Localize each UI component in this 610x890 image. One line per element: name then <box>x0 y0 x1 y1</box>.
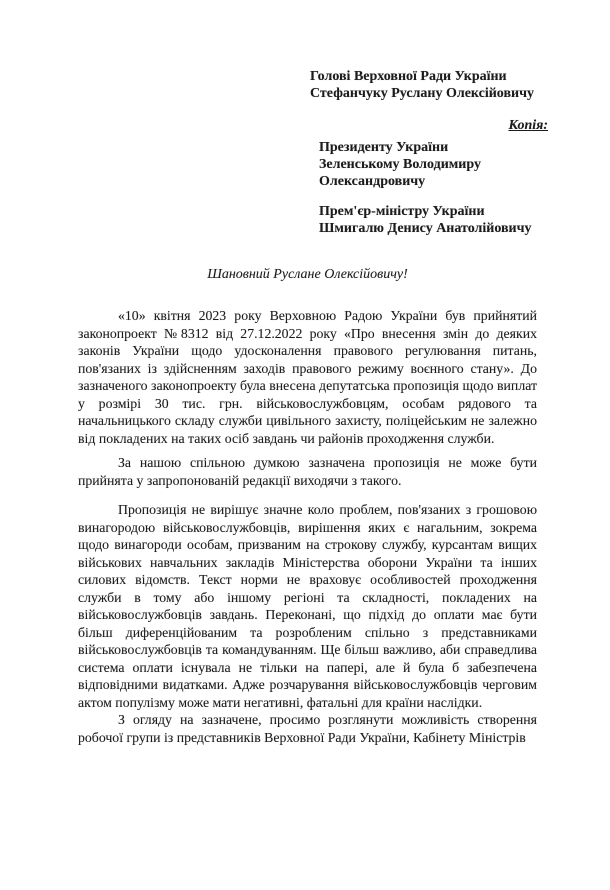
recipient-line: Прем'єр-міністру України <box>319 203 485 219</box>
recipient-block <box>310 68 548 237</box>
recipient-line: Олександровичу <box>319 174 426 190</box>
salutation: Шановний Руслане Олексійовичу! <box>207 267 408 282</box>
copy-recipient-prime-minister <box>319 203 548 238</box>
letter-body <box>78 307 537 746</box>
copy-label: Копія: <box>508 117 548 133</box>
body-paragraph: Пропозиція не вирішує значне коло проблем, пов'язаних з грошовою винагородою військовослужбовців, вирішення яких є нагальним, зокрема щодо винагороди особам, призваним на строкову службу, курсантам вищих військових навчальних закладів Міністерства оборони України та інших силових відомств. Текст норми не враховує особливостей проходження служби в тому або іншому регіоні та складності, покладених на військовослужбовців завдань. Переконані, що підхід до оплати має бути більш диференційованим та розробленим спільно з представниками військовослужбовців та командуванням. Ще більш важливо, аби справедлива система оплати існувала не тільки на папері, але й була б забезпечена відповідними видатками. Адже розчарування військовослужбовців черговим актом популізму може мати негативні, фатальні для країни наслідки. <box>78 502 537 710</box>
recipient-line: Президенту України <box>319 139 449 155</box>
recipient-line-primary-1: Голові Верховної Ради України <box>310 69 507 84</box>
body-paragraph: «10» квітня 2023 року Верховною Радою України був прийнятий законопроект №8312 від 27.12.2022 року «Про внесення змін до деяких законів України щодо удосконалення правового регулювання питань, пов'язаних із здійсненням заходів правового режиму воєнного стану». До зазначеного законопроекту була внесена депутатська пропозиція щодо виплат у розмірі 30 тис. грн. військовослужбовцям, особам рядового та начальницького складу служби цивільного захисту, поліцейським не залежно від покладених на таких осіб завдань чи районів проходження служби. <box>78 308 537 446</box>
recipient-line-primary-2: Стефанчуку Руслану Олексійовичу <box>310 86 534 102</box>
recipient-line: Зеленському Володимиру <box>319 157 481 173</box>
body-paragraph: З огляду на зазначене, просимо розглянути можливість створення робочої групи із представників Верховної Ради України, Кабінету Міністрів <box>78 712 537 745</box>
recipient-line: Шмигалю Денису Анатолійовичу <box>319 221 532 237</box>
body-paragraph: За нашою спільною думкою зазначена пропозиція не може бути прийнята у запропонованій редакції виходячи з такого. <box>78 455 537 488</box>
copy-recipient-president <box>319 139 548 191</box>
